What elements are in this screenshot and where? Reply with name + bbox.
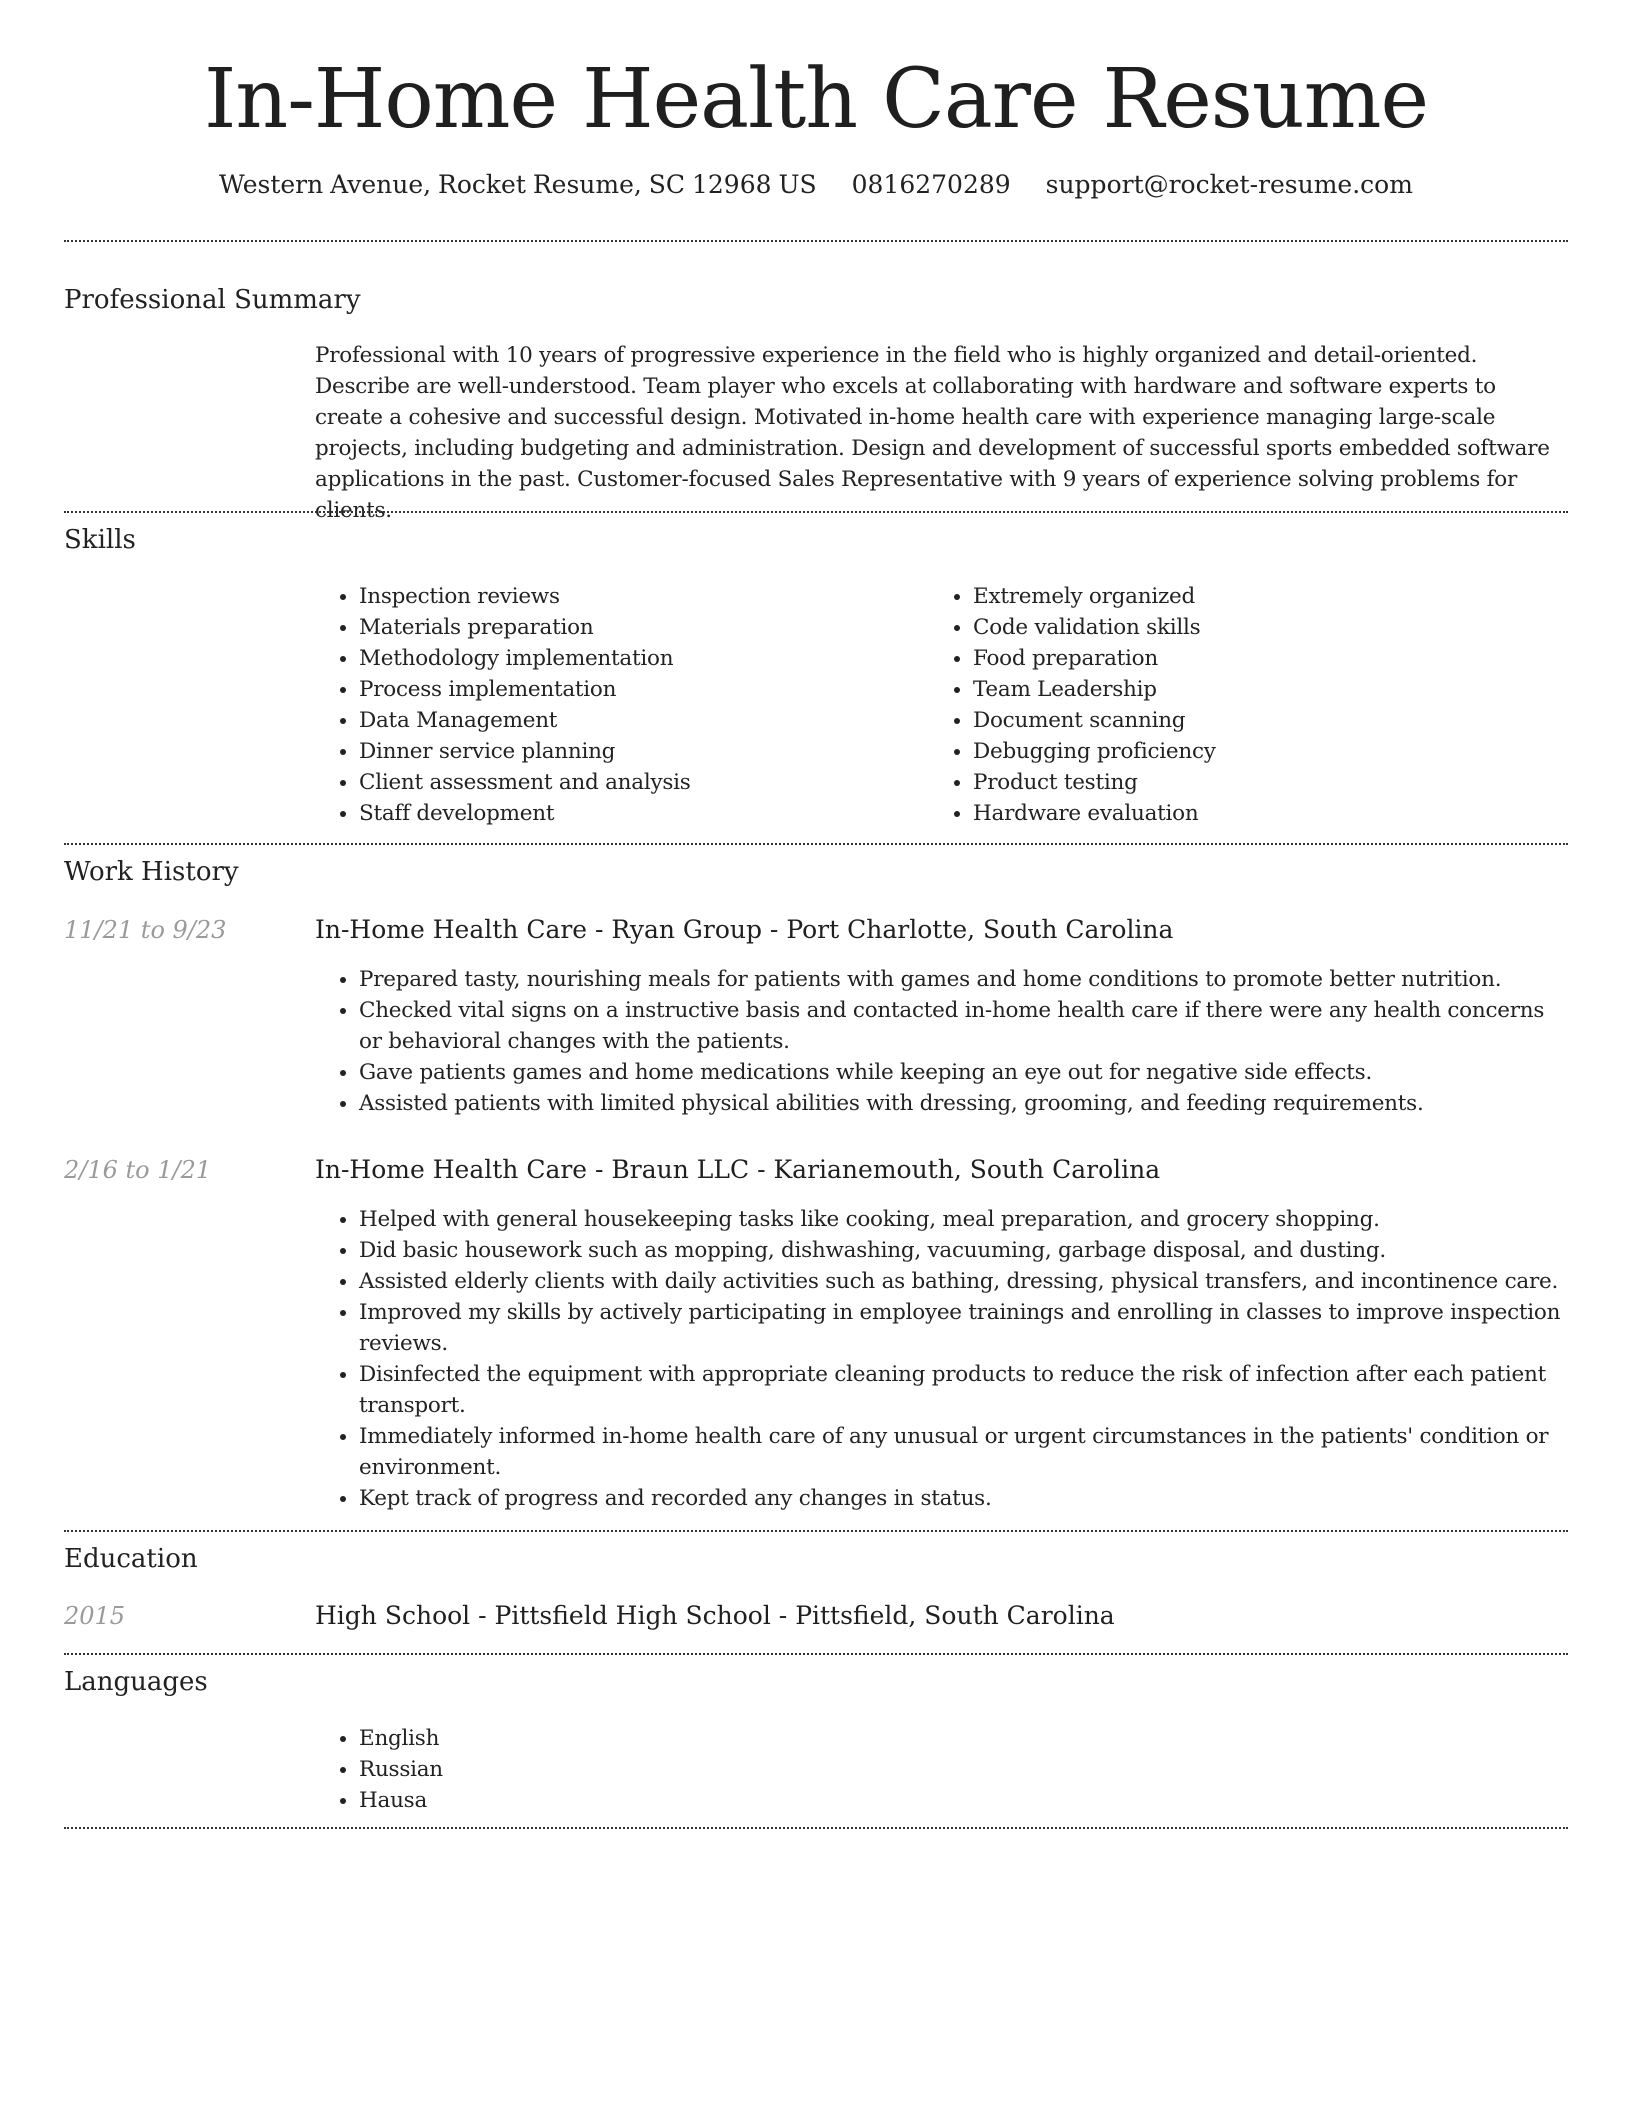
job-bullet: • Prepared tasty, nourishing meals for patients with games and home conditions to promote better nutrition. (359, 964, 1568, 995)
skill-item: • Code validation skills (973, 612, 1533, 643)
job-bullet: • Assisted patients with limited physical abilities with dressing, grooming, and feeding requirements. (359, 1088, 1568, 1119)
divider (64, 1530, 1568, 1532)
languages-heading: Languages (64, 1667, 208, 1697)
skill-item: • Team Leadership (973, 674, 1533, 705)
skill-item: • Debugging proficiency (973, 736, 1533, 767)
skill-item: • Dinner service planning (359, 736, 919, 767)
skill-item: • Product testing (973, 767, 1533, 798)
skills-list-right (929, 581, 1533, 829)
job-bullet: • Gave patients games and home medications while keeping an eye out for negative side effects. (359, 1057, 1568, 1088)
language-item: • English (359, 1723, 959, 1754)
divider (64, 1653, 1568, 1655)
divider (64, 1827, 1568, 1829)
skill-item: • Client assessment and analysis (359, 767, 919, 798)
education-entry: High School - Pittsfield High School - Pittsfield, South Carolina (315, 1601, 1115, 1630)
skill-item: • Methodology implementation (359, 643, 919, 674)
summary-text: Professional with 10 years of progressive experience in the field who is highly organized and detail-oriented. Describe are well-understood. Team player who excels at collaborating with hardware and software experts to create a cohesive and successful design. Motivated in-home health care with experience managing large-scale projects, including budgeting and administration. Design and development of successful sports embedded software applications in the past. Customer-focused Sales Representative with 9 years of experience solving problems for clients. (315, 343, 1550, 523)
contact-address: Western Avenue, Rocket Resume, SC 12968 US (219, 170, 817, 199)
job-bullet: • Immediately informed in-home health care of any unusual or urgent circumstances in the patients' condition or environment. (359, 1421, 1568, 1483)
skills-heading: Skills (64, 525, 136, 555)
job-title: In-Home Health Care - Braun LLC - Karianemouth, South Carolina (315, 1155, 1161, 1184)
skill-item: • Food preparation (973, 643, 1533, 674)
job-bullet: • Disinfected the equipment with appropriate cleaning products to reduce the risk of infection after each patient transport. (359, 1359, 1568, 1421)
job-bullet: • Checked vital signs on a instructive basis and contacted in-home health care if there were any health concerns or behavioral changes with the patients. (359, 995, 1568, 1057)
contact-email: support@rocket-resume.com (1045, 170, 1413, 199)
skill-item: • Materials preparation (359, 612, 919, 643)
skills-list-left (315, 581, 919, 829)
divider (64, 511, 1568, 513)
language-item: • Hausa (359, 1785, 959, 1816)
summary-heading: Professional Summary (64, 285, 361, 315)
contact-line (0, 168, 1632, 202)
job-bullet: • Assisted elderly clients with daily activities such as bathing, dressing, physical transfers, and incontinence care. (359, 1266, 1568, 1297)
education-year: 2015 (64, 1602, 126, 1630)
skill-item: • Process implementation (359, 674, 919, 705)
contact-phone: 0816270289 (851, 170, 1011, 199)
skill-item: • Hardware evaluation (973, 798, 1533, 829)
language-item: • Russian (359, 1754, 959, 1785)
education-heading: Education (64, 1544, 198, 1574)
resume-title: In-Home Health Care Resume (204, 52, 1428, 147)
job-dates: 2/16 to 1/21 (64, 1156, 212, 1184)
skill-item: • Data Management (359, 705, 919, 736)
job-dates: 11/21 to 9/23 (64, 916, 227, 944)
skill-item: • Document scanning (973, 705, 1533, 736)
divider (64, 843, 1568, 845)
job-bullets (315, 964, 1568, 1119)
skill-item: • Inspection reviews (359, 581, 919, 612)
job-bullet: • Did basic housework such as mopping, dishwashing, vacuuming, garbage disposal, and dusting. (359, 1235, 1568, 1266)
skill-item: • Extremely organized (973, 581, 1533, 612)
divider (64, 240, 1568, 242)
job-bullet: • Kept track of progress and recorded any changes in status. (359, 1483, 1568, 1514)
languages-list (315, 1723, 959, 1816)
job-bullets (315, 1204, 1568, 1514)
job-bullet: • Helped with general housekeeping tasks like cooking, meal preparation, and grocery shopping. (359, 1204, 1568, 1235)
job-bullet: • Improved my skills by actively participating in employee trainings and enrolling in classes to improve inspection reviews. (359, 1297, 1568, 1359)
job-title: In-Home Health Care - Ryan Group - Port Charlotte, South Carolina (315, 915, 1174, 944)
skill-item: • Staff development (359, 798, 919, 829)
work-heading: Work History (64, 857, 239, 887)
